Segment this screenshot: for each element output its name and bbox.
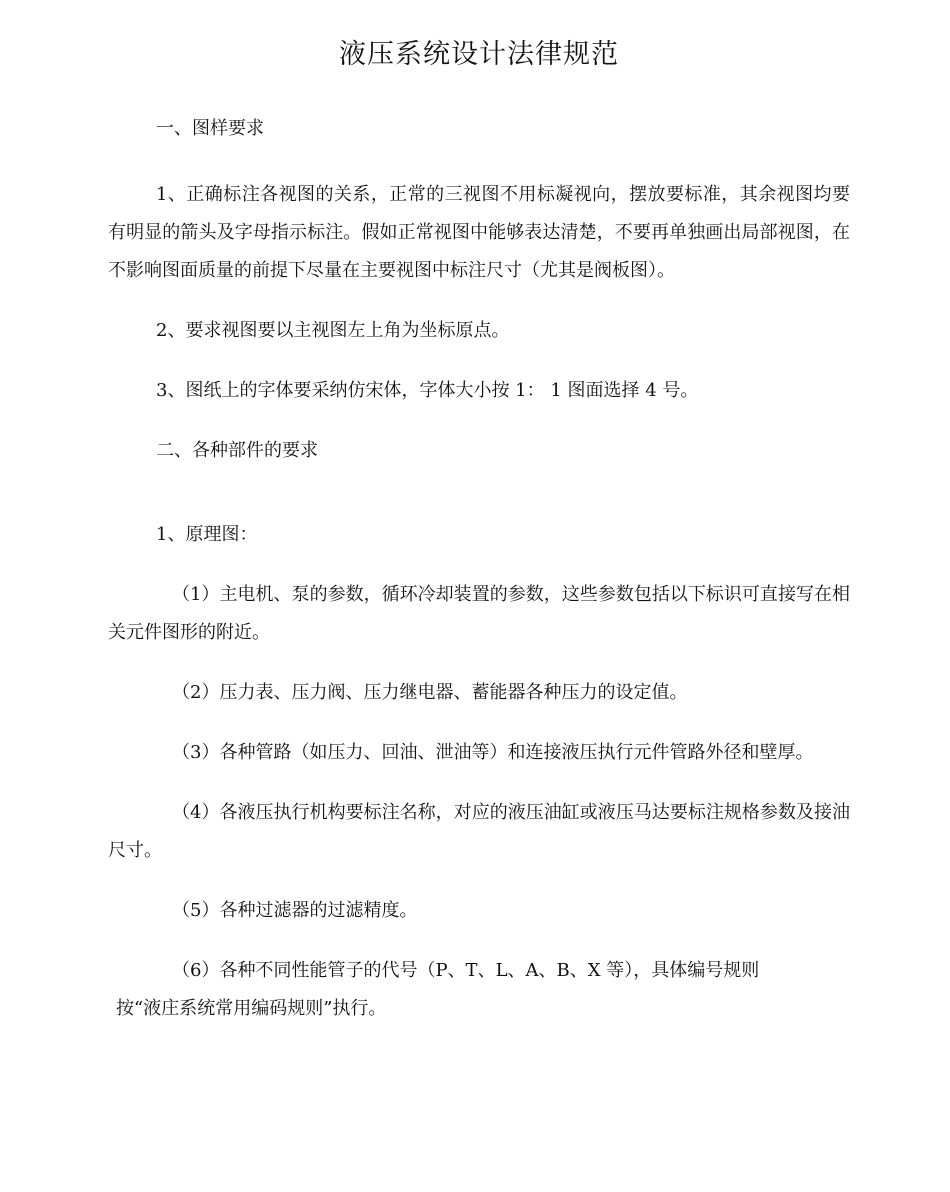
section-heading-drawing-requirements: 一、图样要求 <box>156 118 264 139</box>
paragraph-item-1-1: 1、正确标注各视图的关系，正常的三视图不用标凝视向，摆放要标准，其余视图均要有明显的箭头及字母指示标注。假如正常视图中能够表达清楚，不要再单独画出局部视图，在不影响图面质量的前提下尽量在主要视图中标注尺寸（尤其是阀板图）。 <box>108 184 850 281</box>
paragraph-sub-6-line-2: 按“液庄系统常用编码规则”执行。 <box>116 998 387 1019</box>
paragraph-item-1-3: 3、图纸上的字体要采纳仿宋体，字体大小按 1： 1 图面选择 4 号。 <box>156 380 699 401</box>
paragraph-sub-6-line-1: （6）各种不同性能管子的代号（P、T、L、A、B、X 等），具体编号规则 <box>172 960 760 981</box>
paragraph-sub-3: （3）各种管路（如压力、回油、泄油等）和连接液压执行元件管路外径和壁厚。 <box>172 742 814 763</box>
paragraph-sub-2: （2）压力表、压力阀、压力继电器、蓄能器各种压力的设定值。 <box>172 682 688 703</box>
paragraph-sub-5: （5）各种过滤器的过滤精度。 <box>172 900 418 921</box>
paragraph-sub-1: （1）主电机、泵的参数，循环冷却装置的参数，这些参数包括以下标识可直接写在相关元件图形的附近。 <box>108 584 850 643</box>
paragraph-sub-6 <box>108 952 850 990</box>
document-title: 液压系统设计法律规范 <box>339 39 619 70</box>
paragraph-sub-4: （4）各液压执行机构要标注名称，对应的液压油缸或液压马达要标注规格参数及接油尺寸。 <box>108 802 850 861</box>
paragraph-sub-6-continued <box>108 990 850 1028</box>
paragraph-item-1-2: 2、要求视图要以主视图左上角为坐标原点。 <box>156 320 510 341</box>
paragraph-item-2-1: 1、原理图： <box>156 524 258 545</box>
section-heading-component-requirements: 二、各种部件的要求 <box>156 440 318 461</box>
